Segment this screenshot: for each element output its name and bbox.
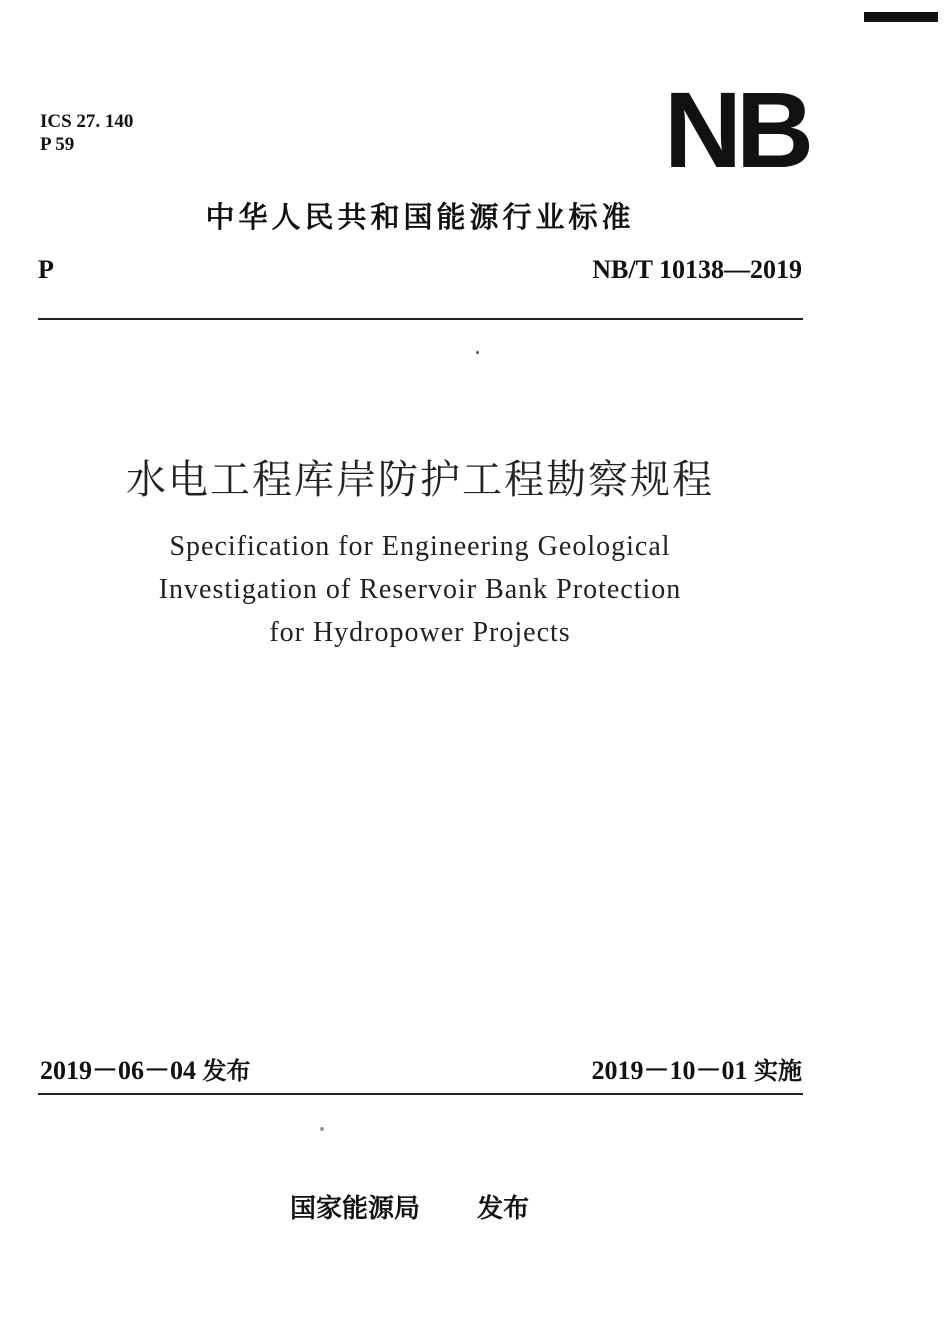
standard-category: 中华人民共和国能源行业标准 [205, 200, 635, 234]
issue-date-value: 2019－06－04 [40, 1056, 197, 1085]
implementation-label: 实施 [754, 1057, 802, 1085]
bottom-divider [38, 1093, 803, 1095]
issue-date [40, 1050, 251, 1087]
title-chinese: 水电工程库岸防护工程勘察规程 [126, 457, 714, 503]
ccs-code: P 59 [40, 134, 75, 155]
standard-code: NB/T 10138—2019 [592, 255, 802, 284]
top-divider [38, 318, 803, 320]
implementation-date-value: 2019－10－01 [591, 1056, 748, 1085]
classification-codes [40, 110, 133, 156]
title-english [0, 525, 840, 654]
nb-logo: NB [664, 69, 808, 190]
title-english-line: for Hydropower Projects [269, 617, 571, 648]
ics-code: ICS 27. 140 [40, 111, 134, 132]
issuer [290, 1188, 529, 1225]
corner-scan-mark [864, 12, 938, 22]
issuer-name: 国家能源局 [290, 1194, 421, 1224]
implementation-date [591, 1050, 802, 1087]
issuer-publish-label: 发布 [477, 1194, 530, 1224]
scan-speck [476, 351, 479, 354]
issue-label: 发布 [202, 1057, 251, 1085]
title-english-line: Investigation of Reservoir Bank Protection [158, 574, 682, 605]
scan-speck [320, 1127, 324, 1131]
title-english-line: Specification for Engineering Geological [169, 531, 671, 562]
class-letter: P [38, 255, 54, 284]
